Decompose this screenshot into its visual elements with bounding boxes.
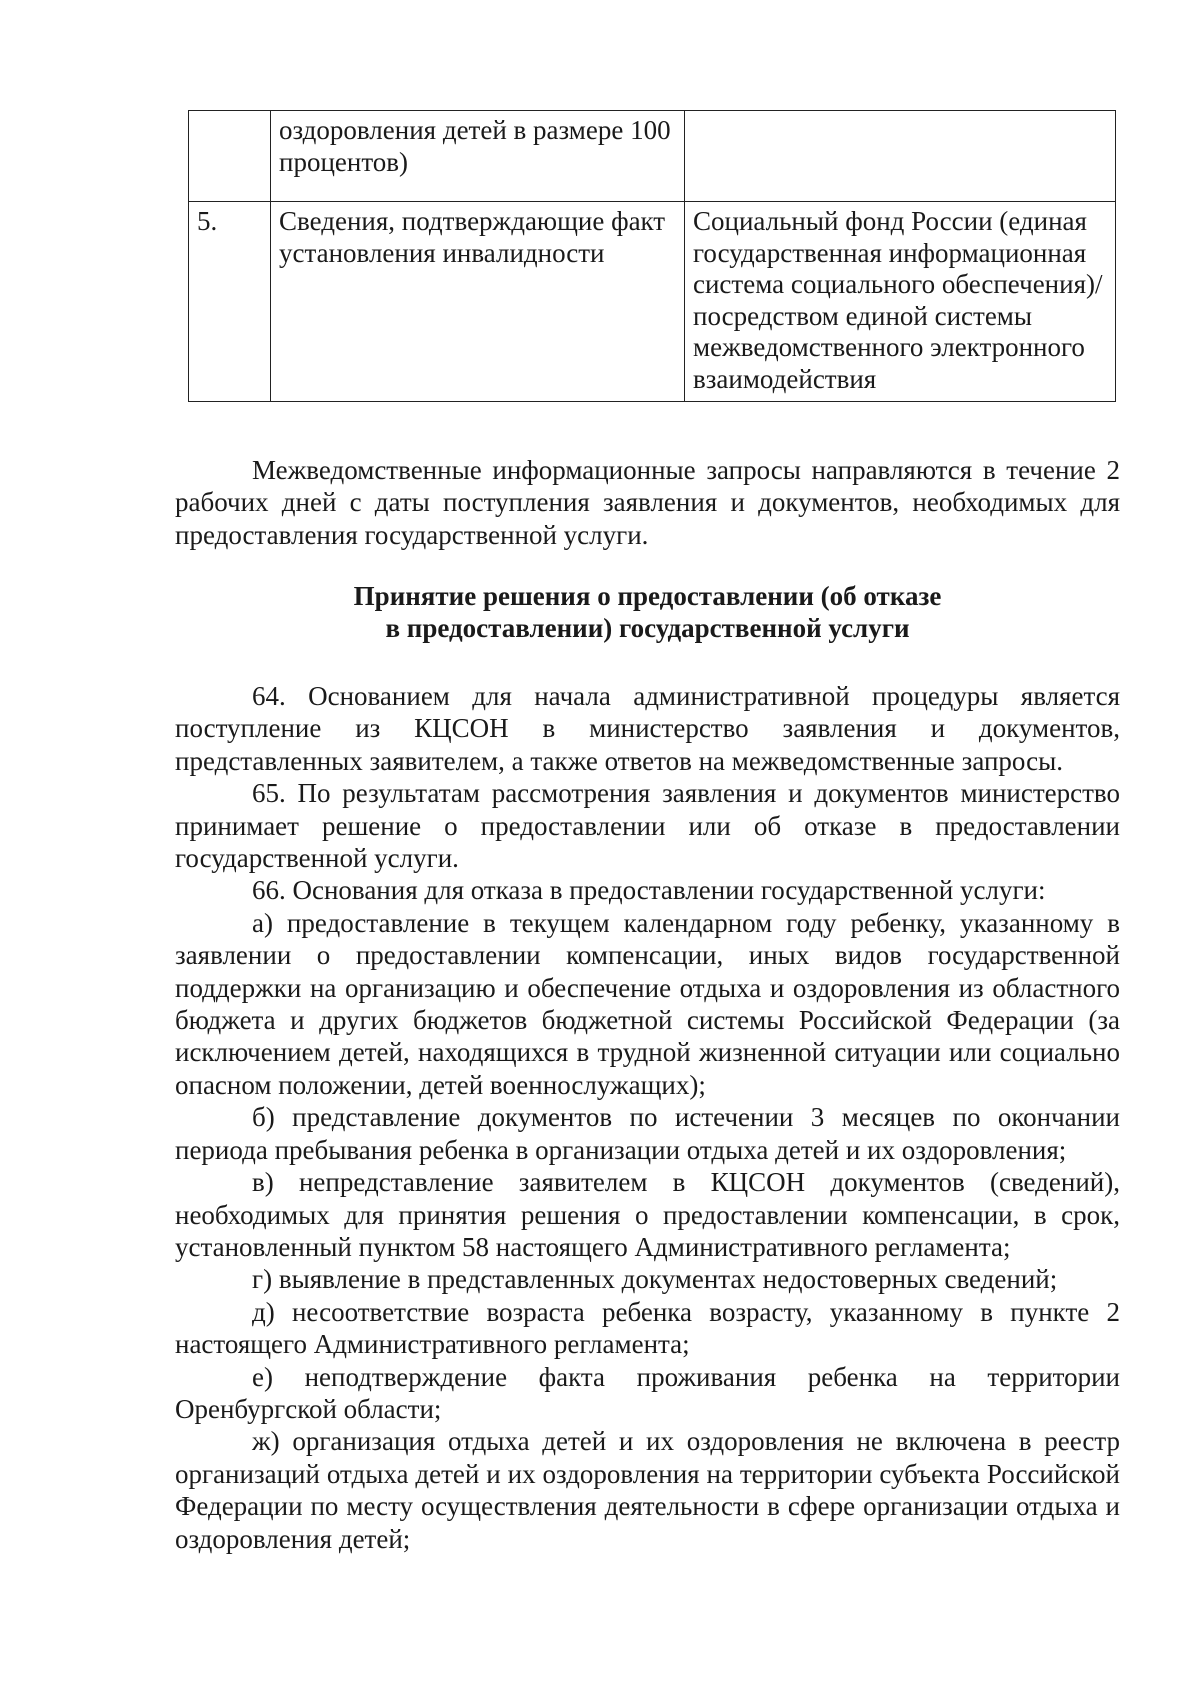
table-row xyxy=(189,202,1116,402)
intro-section xyxy=(175,454,1120,551)
row-number: 5. xyxy=(189,202,271,402)
list-item-g: г) выявление в представленных документах недостоверных сведений; xyxy=(252,1264,1058,1295)
data-sources-table xyxy=(188,110,1116,402)
heading-line-1: Принятие решения о предоставлении (об отказе xyxy=(353,581,942,611)
list-item-v: в) непредставление заявителем в КЦСОН документов (сведений), необходимых для принятия решения о предоставлении компенсации, в срок, установленный пунктом 58 настоящего Административного регламента; xyxy=(175,1167,1120,1262)
table-row xyxy=(189,111,1116,202)
list-item-e: е) неподтверждение факта проживания ребенка на территории Оренбургской области; xyxy=(175,1361,1120,1424)
list-item-zh: ж) организация отдыха детей и их оздоровления не включена в реестр организаций отдыха детей и их оздоровления на территории субъекта Российской Федерации по месту осуществления деятельности в сфере организации отдыха и оздоровления детей; xyxy=(175,1426,1120,1554)
list-item-d: д) несоответствие возраста ребенка возрасту, указанному в пункте 2 настоящего Административного регламента; xyxy=(175,1296,1120,1360)
row-source xyxy=(685,111,1116,202)
list-item-b: б) представление документов по истечении 3 месяцев по окончании периода пребывания ребенка в организации отдыха детей и их оздоровления; xyxy=(175,1102,1120,1165)
intro-paragraph: Межведомственные информационные запросы направляются в течение 2 рабочих дней с даты поступления заявления и документов, необходимых для предоставления государственной услуги. xyxy=(175,455,1120,550)
list-item-a: а) предоставление в текущем календарном году ребенку, указанному в заявлении о предоставлении компенсации, иных видов государственной поддержки на организацию и обеспечение отдыха и оздоровления из областного бюджета и других бюджетов бюджетной системы Российской Федерации (за исключением детей, находящихся в трудной жизненной ситуации или социально опасном положении, детей военнослужащих); xyxy=(175,907,1120,1100)
paragraph-64: 64. Основанием для начала административной процедуры является поступление из КЦСОН в министерство заявления и документов, представленных заявителем, а также ответов на межведомственные запросы. xyxy=(175,681,1120,776)
paragraph-66: 66. Основания для отказа в предоставлении государственной услуги: xyxy=(252,875,1046,906)
section-heading xyxy=(175,580,1120,645)
row-info: Сведения, подтверждающие факт установления инвалидности xyxy=(271,202,685,402)
paragraph-65: 65. По результатам рассмотрения заявления и документов министерство принимает решение о предоставлении или об отказе в предоставлении государственной услуги. xyxy=(175,778,1120,874)
row-number xyxy=(189,111,271,202)
row-info: оздоровления детей в размере 100 процентов) xyxy=(271,111,685,202)
heading-line-2: в предоставлении) государственной услуги xyxy=(385,613,910,644)
row-source: Социальный фонд России (единая государственная информационная система социального обеспечения)/посредством единой системы межведомственного электронного взаимодействия xyxy=(685,202,1116,402)
main-text xyxy=(175,680,1120,1555)
